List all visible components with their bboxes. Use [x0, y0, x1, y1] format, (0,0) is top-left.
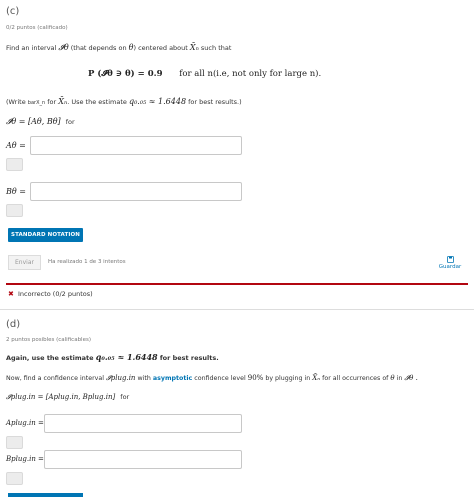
a-theta-input[interactable]: [30, 136, 242, 155]
part-d-label: (d): [6, 319, 21, 330]
part-d-points: 2 puntos posibles (calificables): [6, 337, 91, 343]
interval-definition: [6, 117, 75, 127]
d-prompt-theta: θ: [390, 374, 395, 382]
interval-def-for: for: [65, 118, 75, 126]
prompt-suffix: such that: [200, 44, 232, 52]
result-status: [8, 290, 93, 298]
d-prompt-level-value: 90%: [247, 374, 264, 382]
standard-notation-button-partial[interactable]: [8, 493, 83, 497]
part-c-label: (c): [6, 6, 20, 17]
write-note-mid: . Use the estimate: [67, 98, 127, 106]
a-theta-preview-button[interactable]: [6, 158, 23, 171]
display-eq-tail: for all n(i.e, not only for large n).: [179, 69, 322, 79]
floppy-icon: [447, 256, 454, 263]
d-prompt-level: confidence level: [194, 375, 246, 382]
save-button[interactable]: [437, 256, 463, 270]
b-theta-preview-button[interactable]: [6, 204, 23, 217]
bold-prefix: Again, use the estimate: [6, 354, 94, 362]
part-d-prompt: [6, 374, 418, 383]
prompt-middle: (that depends on: [70, 44, 127, 52]
write-note-xbar: X̄ₙ: [58, 97, 68, 106]
b-plugin-input[interactable]: [44, 450, 242, 469]
x-mark-icon: ✖: [8, 290, 14, 298]
bold-q: q₀.₀₅ ≈ 1.6448: [95, 352, 158, 362]
attempts-text: Ha realizado 1 de 3 intentos: [48, 259, 126, 265]
write-note-q: q₀.₀₅ ≈ 1.6448: [128, 97, 187, 106]
bold-suffix: for best results.: [159, 354, 219, 362]
save-label: Guardar: [438, 264, 462, 270]
xbar-symbol: X̄ₙ: [189, 43, 199, 52]
d-prompt-end: 𝓘θ .: [404, 374, 418, 382]
a-plugin-preview-button[interactable]: [6, 436, 23, 449]
prompt-prefix: Find an interval: [6, 44, 57, 52]
section-divider: [0, 309, 474, 310]
d-prompt-plugging: by plugging in: [265, 375, 311, 382]
d-prompt-in: in: [396, 375, 403, 382]
part-d-bold-note: [6, 352, 219, 362]
d-prompt-occ: for all occurrences of: [322, 375, 389, 382]
write-note-code: barX_n: [27, 100, 46, 106]
a-plugin-label: Aplug.in =: [6, 419, 44, 427]
write-note-for: for: [47, 98, 57, 106]
part-c-prompt: [6, 43, 231, 53]
d-interval-definition: [6, 393, 129, 402]
standard-notation-button[interactable]: STANDARD NOTATION: [8, 228, 83, 242]
interval-symbol: 𝓘θ: [58, 43, 69, 52]
a-theta-label: Aθ =: [6, 141, 26, 150]
asymptotic-link[interactable]: asymptotic: [152, 375, 193, 382]
d-interval-def-for: for: [120, 393, 130, 401]
d-prompt-with: with: [137, 375, 151, 382]
a-plugin-input[interactable]: [44, 414, 242, 433]
display-equation: [88, 69, 321, 79]
d-prompt-xbar: X̄ₙ: [312, 374, 321, 382]
part-c-points: 0/2 puntos (calificado): [6, 25, 68, 31]
write-note: [6, 97, 242, 106]
write-note-suffix: for best results.): [188, 98, 242, 106]
write-note-prefix: (Write: [6, 98, 26, 106]
interval-def-math: 𝓘θ = [Aθ, Bθ]: [6, 117, 61, 126]
submit-button[interactable]: Enviar: [8, 255, 41, 270]
prompt-middle2: ) centered about: [133, 44, 188, 52]
b-plugin-preview-button[interactable]: [6, 472, 23, 485]
theta-symbol: θ: [128, 43, 134, 52]
d-prompt-prefix: Now, find a confidence interval: [6, 375, 105, 382]
d-prompt-interval: 𝓘plug.in: [106, 374, 136, 382]
b-theta-label: Bθ =: [6, 187, 26, 196]
display-eq-main: P (𝓘θ ∋ θ) = 0.9: [88, 69, 163, 79]
result-divider: [6, 283, 468, 285]
b-plugin-label: Bplug.in =: [6, 455, 44, 463]
b-theta-input[interactable]: [30, 182, 242, 201]
result-text: Incorrecto (0/2 puntos): [17, 290, 93, 298]
d-interval-def-math: 𝓘plug.in = [Aplug.in, Bplug.in]: [6, 393, 116, 401]
